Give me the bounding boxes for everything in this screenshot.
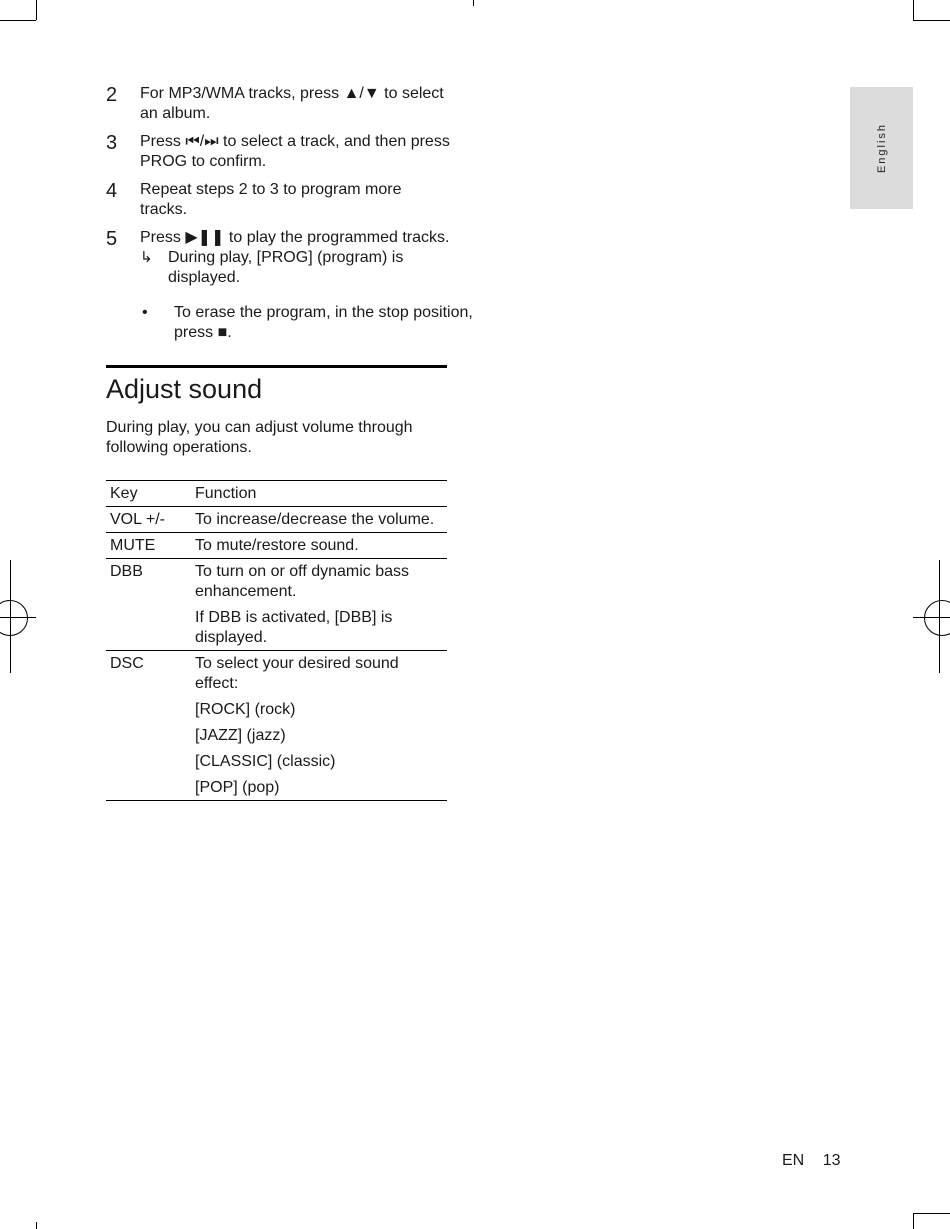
table-header [106,481,447,507]
section-intro: During play, you can adjust volume through following operations. [106,419,413,456]
step-text: Press ⏮/⏭ to select a track, and then press PROG to confirm. [140,133,450,170]
function-line: [JAZZ] (jazz) [195,727,286,744]
step-item [106,132,451,172]
crop-mark [913,1213,950,1214]
crop-mark [913,20,950,21]
page-footer [782,1152,840,1170]
step-text: For MP3/WMA tracks, press ▲/▼ to select an album. [140,85,444,122]
crop-mark [10,560,11,673]
language-label: English [875,122,888,174]
step-number: 5 [106,228,118,250]
step-item [106,180,451,220]
crop-mark [913,617,950,618]
registration-mark-left [0,600,28,636]
function-cell [191,559,447,651]
step-result-text: During play, [PROG] (program) is displayed. [168,249,404,286]
function-line: To turn on or off dynamic bass enhancement. [195,563,410,600]
table-row [106,559,447,651]
table-row [106,533,447,559]
function-cell [191,651,447,801]
language-tab [850,87,913,209]
step-number: 3 [106,132,118,154]
column-header-key: Key [106,481,191,507]
result-arrow-icon: ↳ [140,249,153,266]
function-cell [191,507,447,533]
function-line: To increase/decrease the volume. [195,511,435,528]
step-number: 4 [106,180,118,202]
crop-mark [913,1213,914,1229]
registration-mark-right [924,600,950,636]
function-line: If DBB is activated, [DBB] is displayed. [195,609,393,646]
function-line: [ROCK] (rock) [195,701,296,718]
key-function-table [106,480,447,801]
function-line: [POP] (pop) [195,779,280,796]
step-list [106,84,451,296]
section-rule [106,365,447,368]
crop-mark [36,1222,37,1229]
function-line: To mute/restore sound. [195,537,359,554]
crop-mark [939,560,940,673]
table-row [106,651,447,801]
key-cell: VOL +/- [106,507,191,533]
key-cell: DSC [106,651,191,801]
crop-mark [36,0,37,20]
note-text: To erase the program, in the stop position, press ■. [174,304,473,341]
page-number: 13 [822,1152,841,1169]
step-text: Repeat steps 2 to 3 to program more tracks. [140,181,402,218]
step-result [140,248,451,288]
crop-mark [0,617,36,618]
note-bullet [106,303,494,343]
function-cell [191,533,447,559]
footer-language: EN [782,1152,805,1169]
function-line: To select your desired sound effect: [195,655,399,692]
crop-mark [913,0,914,20]
step-item [106,228,451,288]
table-row [106,507,447,533]
column-header-function: Function [191,481,447,507]
function-line: [CLASSIC] (classic) [195,753,336,770]
step-text: Press ▶❚❚ to play the programmed tracks. [140,229,450,246]
crop-mark [473,0,474,6]
crop-mark [0,20,36,21]
key-cell: MUTE [106,533,191,559]
step-item [106,84,451,124]
step-number: 2 [106,84,118,106]
key-cell: DBB [106,559,191,651]
section-title: Adjust sound [106,374,263,404]
bullet-icon: • [142,304,148,321]
